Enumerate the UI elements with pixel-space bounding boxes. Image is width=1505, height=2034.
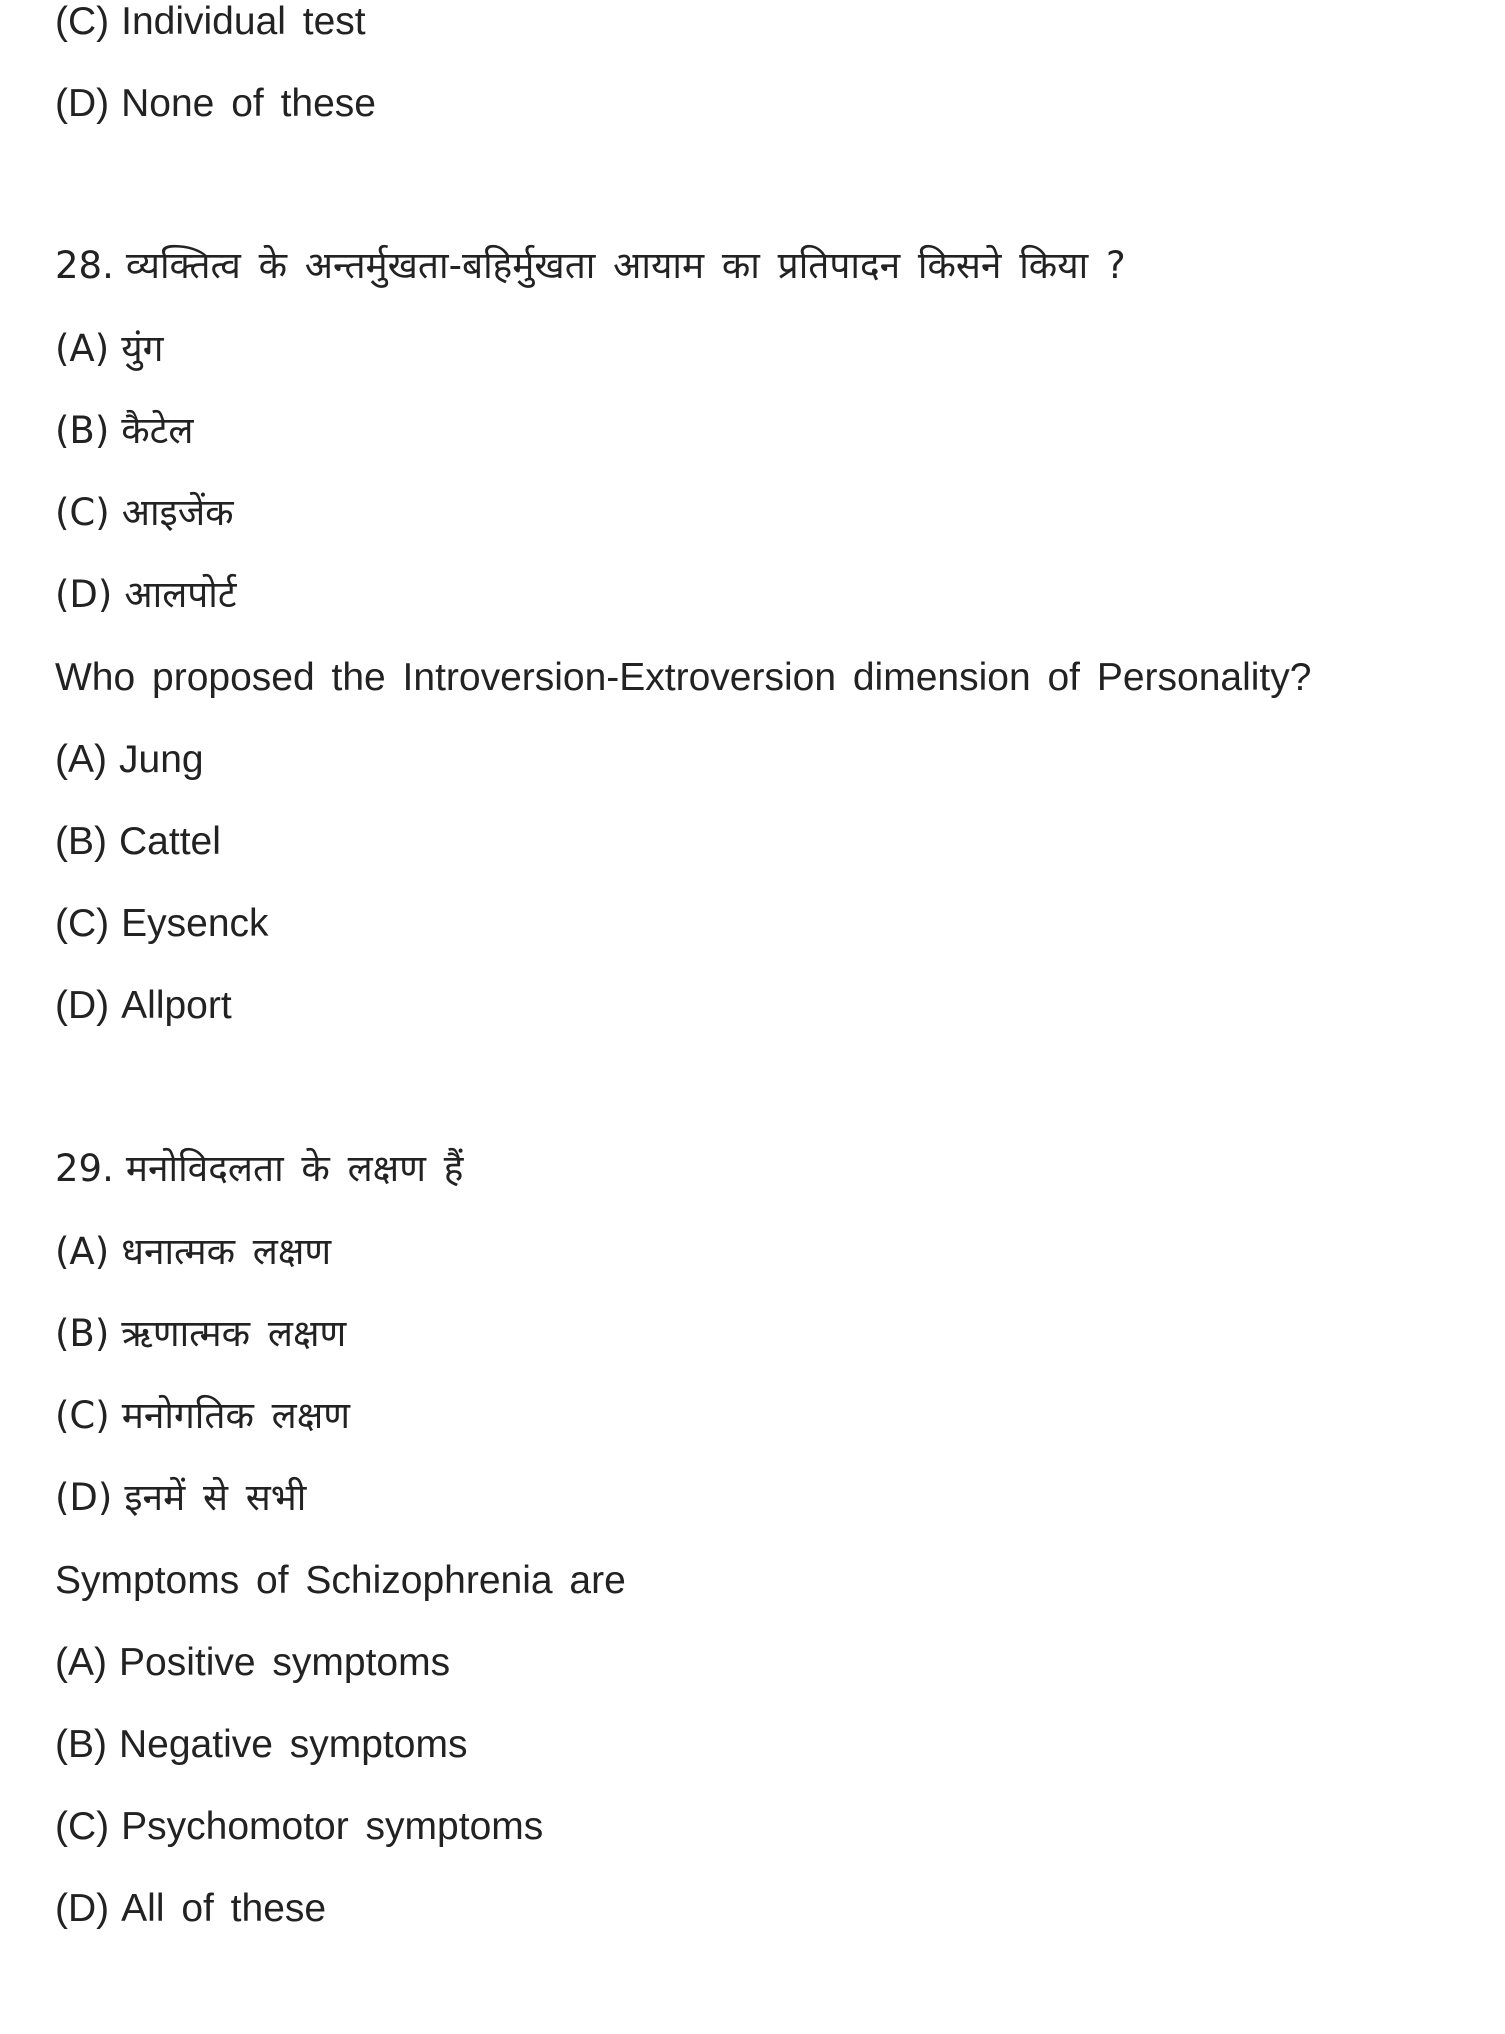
q29-option-a-english (55, 1635, 450, 1691)
option-text: Eysenck (121, 902, 269, 945)
q29-question-english (55, 1553, 626, 1609)
option-text: None of these (121, 82, 376, 125)
q29-option-d-hindi (55, 1470, 306, 1526)
option-text: ऋणात्मक लक्षण (121, 1312, 347, 1355)
question-number: 28. (55, 244, 114, 287)
q27-option-c (55, 0, 366, 50)
q29-option-c-english (55, 1799, 543, 1855)
q29-option-d-english (55, 1881, 326, 1937)
option-text: Jung (119, 738, 204, 781)
option-label: (D) (55, 1887, 110, 1930)
q28-option-c-hindi (55, 485, 234, 541)
q28-option-b-english (55, 814, 221, 870)
q28-option-b-hindi (55, 403, 193, 459)
option-text: आलपोर्ट (124, 573, 237, 616)
option-label: (C) (55, 0, 110, 43)
q28-option-a-english (55, 732, 204, 788)
option-text: Negative symptoms (119, 1723, 468, 1766)
option-text: Cattel (119, 820, 221, 863)
option-text: Allport (121, 984, 232, 1027)
option-text: मनोगतिक लक्षण (121, 1394, 351, 1437)
option-label: (B) (55, 1312, 110, 1355)
option-label: (D) (55, 573, 113, 616)
q28-question-hindi (55, 238, 1126, 294)
option-label: (D) (55, 1476, 113, 1519)
q27-option-d (55, 76, 376, 132)
question-text: मनोविदलता के लक्षण हैं (125, 1147, 464, 1190)
option-label: (C) (55, 1805, 110, 1848)
question-text: Symptoms of Schizophrenia are (55, 1559, 626, 1602)
option-label: (C) (55, 1394, 110, 1437)
question-number: 29. (55, 1147, 114, 1190)
q28-option-c-english (55, 896, 269, 952)
option-text: युंग (121, 327, 164, 370)
q28-option-d-english (55, 978, 232, 1034)
option-label: (D) (55, 984, 110, 1027)
option-text: Individual test (121, 0, 366, 43)
q29-option-b-hindi (55, 1306, 346, 1362)
q28-question-english (55, 650, 1311, 706)
option-text: कैटेल (121, 409, 194, 452)
q28-option-a-hindi (55, 321, 163, 377)
option-text: Positive symptoms (119, 1641, 451, 1684)
option-label: (A) (55, 1641, 107, 1684)
question-text: Who proposed the Introversion-Extroversion dimension of Personality? (55, 656, 1312, 699)
option-label: (C) (55, 491, 110, 534)
option-label: (A) (55, 1230, 110, 1273)
option-label: (A) (55, 327, 110, 370)
q29-option-b-english (55, 1717, 467, 1773)
q29-option-a-hindi (55, 1224, 331, 1280)
option-label: (B) (55, 1723, 107, 1766)
option-label: (C) (55, 902, 110, 945)
q28-option-d-hindi (55, 567, 237, 623)
option-label: (A) (55, 738, 107, 781)
option-text: धनात्मक लक्षण (121, 1230, 332, 1273)
option-label: (D) (55, 82, 110, 125)
q29-question-hindi (55, 1141, 463, 1197)
q29-option-c-hindi (55, 1388, 350, 1444)
option-text: All of these (121, 1887, 327, 1930)
option-label: (B) (55, 409, 110, 452)
option-label: (B) (55, 820, 107, 863)
option-text: आइजेंक (121, 491, 234, 534)
question-text: व्यक्तित्व के अन्तर्मुखता-बहिर्मुखता आयाम का प्रतिपादन किसने किया ? (125, 244, 1126, 287)
option-text: Psychomotor symptoms (121, 1805, 544, 1848)
option-text: इनमें से सभी (124, 1476, 307, 1519)
